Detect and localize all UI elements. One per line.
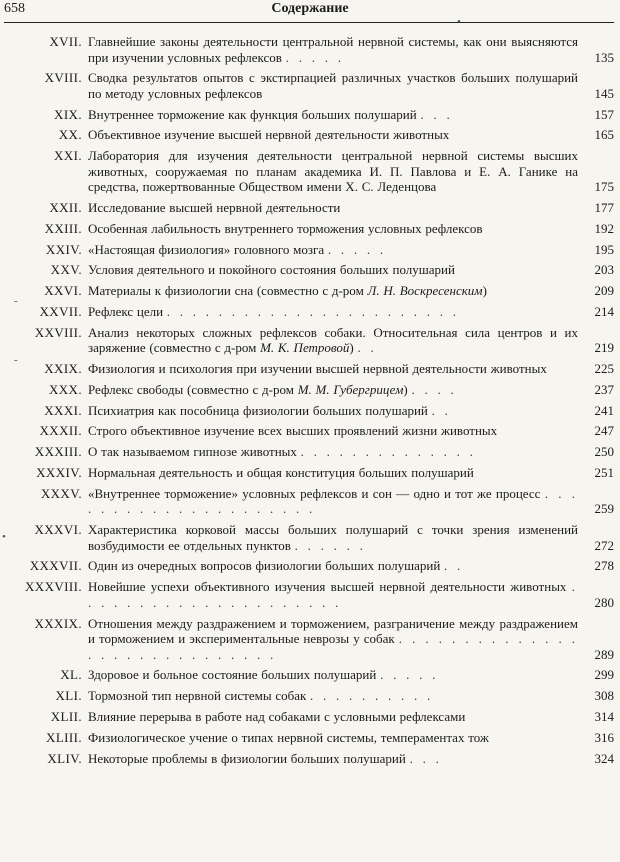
co-author-name: Л. Н. Воскресенским xyxy=(367,283,483,299)
chapter-number: XXIX. xyxy=(44,361,82,377)
leader-dots: . . . . . . . . . . . . . . . . . . . . . . . . . . . . . xyxy=(88,631,578,662)
chapter-title xyxy=(88,688,578,704)
chapter-title-text: Новейшие успехи объективного изучения высшей нервной деятельности животных xyxy=(88,579,567,595)
page-reference: 177 xyxy=(594,199,614,215)
toc-entry xyxy=(0,382,620,398)
page-reference: 145 xyxy=(594,85,614,101)
toc-entry xyxy=(0,751,620,767)
toc-entry xyxy=(0,667,620,683)
leader-dots: . . . . . xyxy=(380,667,439,683)
page-reference: 237 xyxy=(594,381,614,397)
toc-entry xyxy=(0,688,620,704)
chapter-title xyxy=(88,361,578,377)
chapter-title xyxy=(88,242,578,258)
chapter-title xyxy=(88,730,578,746)
chapter-title xyxy=(88,34,578,65)
page-reference: 299 xyxy=(594,667,614,683)
chapter-title xyxy=(88,221,578,237)
chapter-title-text: Нормальная деятельность и общая конституция больших полушарий xyxy=(88,465,474,481)
page-reference: 280 xyxy=(594,594,614,610)
chapter-title-text: Некоторые проблемы в физиологии больших полушарий xyxy=(88,750,406,766)
chapter-title-text: Объективное изучение высшей нервной деятельности животных xyxy=(88,127,450,143)
chapter-number: XXX. xyxy=(48,381,82,397)
page-reference: 219 xyxy=(594,340,614,356)
chapter-number: XLIII. xyxy=(46,729,82,745)
page-header xyxy=(0,0,620,28)
chapter-number: XXXVI. xyxy=(34,522,82,538)
chapter-title-text: Тормозной тип нервной системы собак xyxy=(88,688,307,704)
toc-entry xyxy=(0,148,620,195)
chapter-title-text: Физиологическое учение о типах нервной системы, темпераментах тож xyxy=(88,729,489,745)
page-reference: 241 xyxy=(594,402,614,418)
chapter-title-text: Строго объективное изучение всех высших проявлений жизни животных xyxy=(88,423,498,439)
chapter-number: XXIII. xyxy=(44,220,82,236)
toc-entry xyxy=(0,730,620,746)
page-reference: 209 xyxy=(594,283,614,299)
chapter-title xyxy=(88,579,578,610)
chapter-title-text: Здоровое и больное состояние больших полушарий xyxy=(88,667,377,683)
chapter-title xyxy=(88,465,578,481)
page-number: 658 xyxy=(4,1,25,16)
chapter-title xyxy=(88,558,578,574)
leader-dots: . . . . . xyxy=(285,49,344,65)
chapter-title-text: Рефлекс свободы (совместно с д-ром xyxy=(88,381,294,397)
chapter-title-text: Анализ некоторых сложных рефлексов собаки. Относительная сила центров и их заряжение (совместно с д-ром xyxy=(88,324,578,356)
leader-dots: . . . . . . . . . . . . . . . . . . . . . . . xyxy=(166,303,460,319)
page-reference: 195 xyxy=(594,241,614,257)
chapter-title-text: Отношения между раздражением и торможением, разграничение между раздражением и торможением и экспериментальные неврозы у собак xyxy=(88,615,578,647)
page-reference: 314 xyxy=(594,708,614,724)
page-reference: 308 xyxy=(594,688,614,704)
print-speck: - xyxy=(14,295,18,307)
page-reference: 250 xyxy=(594,444,614,460)
toc-entry xyxy=(0,403,620,419)
chapter-title xyxy=(88,486,578,517)
page-reference: 165 xyxy=(594,127,614,143)
page-reference: 157 xyxy=(594,106,614,122)
header-rule xyxy=(4,22,614,23)
leader-dots: . . xyxy=(357,340,377,356)
toc-entry xyxy=(0,283,620,299)
toc-entry xyxy=(0,127,620,143)
chapter-title-text: Лаборатория для изучения деятельности центральной нервной системы высших животных, сооружаемая по планам академика И. П. Павлова и Е. А. Ганике на средства, пожертвованные Обществом имени Х. С. Леденцова xyxy=(88,148,578,195)
chapter-number: XXXI. xyxy=(44,402,82,418)
chapter-number: XXXIV. xyxy=(36,465,82,481)
toc-entry xyxy=(0,465,620,481)
leader-dots: . . . . . . . . . . xyxy=(310,688,434,704)
print-speck: - xyxy=(14,354,18,366)
print-speck: • xyxy=(2,531,6,543)
page-reference: 251 xyxy=(594,465,614,481)
chapter-title xyxy=(88,423,578,439)
chapter-number: XIX. xyxy=(54,106,82,122)
chapter-number: XVII. xyxy=(49,34,82,49)
chapter-number: XVIII. xyxy=(44,70,82,86)
toc-entry xyxy=(0,486,620,517)
toc-entry xyxy=(0,304,620,320)
toc-entry xyxy=(0,558,620,574)
chapter-number: XXIV. xyxy=(45,241,82,257)
chapter-title-text: Сводка результатов опытов с экстирпацией различных участков больших полушарий по методу условных рефлексов xyxy=(88,70,578,101)
toc-entry xyxy=(0,242,620,258)
toc-entry xyxy=(0,361,620,377)
page-reference: 214 xyxy=(594,303,614,319)
print-speck: • xyxy=(457,16,461,28)
toc-entry xyxy=(0,325,620,356)
toc-entry xyxy=(0,70,620,101)
leader-dots: . . . xyxy=(409,750,442,766)
chapter-title xyxy=(88,148,578,195)
chapter-title xyxy=(88,70,578,101)
page-reference: 324 xyxy=(594,750,614,766)
chapter-title xyxy=(88,382,578,398)
chapter-title-text: Внутреннее торможение как функция больших полушарий xyxy=(88,106,417,122)
chapter-number: XXVIII. xyxy=(34,324,82,340)
chapter-title xyxy=(88,751,578,767)
chapter-title-text: Главнейшие законы деятельности центральной нервной системы, как они выясняются при изучении условных рефлексов xyxy=(88,34,578,65)
leader-dots: . . . . xyxy=(411,381,457,397)
closing-paren: ) xyxy=(349,340,354,356)
leader-dots: . . . xyxy=(420,106,453,122)
closing-paren: ) xyxy=(482,283,487,299)
toc-entry xyxy=(0,34,620,65)
chapter-number: XXI. xyxy=(54,148,82,164)
page-reference: 289 xyxy=(594,646,614,662)
chapter-number: XXII. xyxy=(49,199,82,215)
leader-dots: . . . . . . xyxy=(294,537,366,553)
toc-entry xyxy=(0,579,620,610)
chapter-title-text: Исследование высшей нервной деятельности xyxy=(88,199,341,215)
chapter-number: XLI. xyxy=(55,688,82,704)
chapter-title xyxy=(88,709,578,725)
running-title: Содержание xyxy=(271,1,349,16)
chapter-title xyxy=(88,444,578,460)
chapter-title xyxy=(88,304,578,320)
toc-entry xyxy=(0,262,620,278)
chapter-number: XXVI. xyxy=(44,283,82,299)
toc-entry xyxy=(0,221,620,237)
toc-entry xyxy=(0,423,620,439)
chapter-title-text: Особенная лабильность внутреннего торможения условных рефлексов xyxy=(88,220,483,236)
toc-entry xyxy=(0,709,620,725)
leader-dots: . . . . . . . . . . . . . . . . . . . . . xyxy=(88,485,579,517)
chapter-title xyxy=(88,616,578,663)
page-reference: 225 xyxy=(594,361,614,377)
leader-dots: . . . . . xyxy=(327,241,387,257)
chapter-title xyxy=(88,522,578,553)
page-reference: 247 xyxy=(594,423,614,439)
leader-dots: . . xyxy=(444,558,464,574)
chapter-title-text: «Внутреннее торможение» условных рефлексов и сон — одно и тот же процесс xyxy=(88,485,541,501)
toc-entry xyxy=(0,444,620,460)
page-reference: 278 xyxy=(594,558,614,574)
chapter-number: XL. xyxy=(60,667,82,683)
chapter-title-text: Физиология и психология при изучении высшей нервной деятельности животных xyxy=(88,361,547,377)
chapter-title xyxy=(88,127,578,143)
page-reference: 272 xyxy=(594,537,614,553)
closing-paren: ) xyxy=(403,381,408,397)
chapter-number: XXXVIII. xyxy=(25,579,82,595)
toc-entry xyxy=(0,616,620,663)
chapter-title xyxy=(88,325,578,356)
chapter-title xyxy=(88,283,578,299)
table-of-contents xyxy=(0,34,620,771)
chapter-number: XLIV. xyxy=(47,750,82,766)
toc-entry xyxy=(0,522,620,553)
chapter-title-text: Условия деятельного и покойного состояния больших полушарий xyxy=(88,262,455,278)
chapter-title-text: Рефлекс цели xyxy=(88,303,164,319)
page-reference: 259 xyxy=(594,501,614,517)
chapter-number: XXXIII. xyxy=(34,444,82,460)
chapter-number: XXVII. xyxy=(39,303,82,319)
page-reference: 316 xyxy=(594,729,614,745)
leader-dots: . . . . . . . . . . . . . . . . . . . . . xyxy=(88,579,579,610)
page-reference: 135 xyxy=(594,49,614,65)
chapter-title-text: Материалы к физиологии сна (совместно с д-ром xyxy=(88,283,364,299)
chapter-title xyxy=(88,403,578,419)
chapter-number: XXXVII. xyxy=(29,558,82,574)
page-reference: 192 xyxy=(594,220,614,236)
chapter-title xyxy=(88,107,578,123)
chapter-title-text: «Настоящая физиология» головного мозга xyxy=(88,241,325,257)
chapter-number: XXXII. xyxy=(39,423,82,439)
chapter-number: XLII. xyxy=(50,708,82,724)
chapter-number: XXXV. xyxy=(40,485,82,501)
chapter-number: XXV. xyxy=(50,262,82,278)
chapter-title-text: Характеристика корковой массы больших полушарий с точки зрения изменений возбудимости ее отдельных пунктов xyxy=(88,522,578,553)
toc-entry xyxy=(0,107,620,123)
leader-dots: . . . . . . . . . . . . . . xyxy=(300,444,476,460)
chapter-number: XXXIX. xyxy=(34,615,82,631)
chapter-title xyxy=(88,667,578,683)
chapter-title-text: О так называемом гипнозе животных xyxy=(88,444,297,460)
page-reference: 203 xyxy=(594,262,614,278)
page-reference: 175 xyxy=(594,179,614,195)
toc-entry xyxy=(0,200,620,216)
co-author-name: М. К. Петровой xyxy=(260,340,350,356)
chapter-title-text: Влияние перерыва в работе над собаками с условными рефлексами xyxy=(88,708,466,724)
chapter-title-text: Один из очередных вопросов физиологии больших полушарий xyxy=(88,558,441,574)
chapter-title xyxy=(88,200,578,216)
chapter-title xyxy=(88,262,578,278)
chapter-title-text: Психиатрия как пособница физиологии больших полушарий xyxy=(88,402,428,418)
co-author-name: М. М. Губергрицем xyxy=(297,381,404,397)
leader-dots: . . xyxy=(431,402,451,418)
chapter-number: XX. xyxy=(58,127,82,143)
